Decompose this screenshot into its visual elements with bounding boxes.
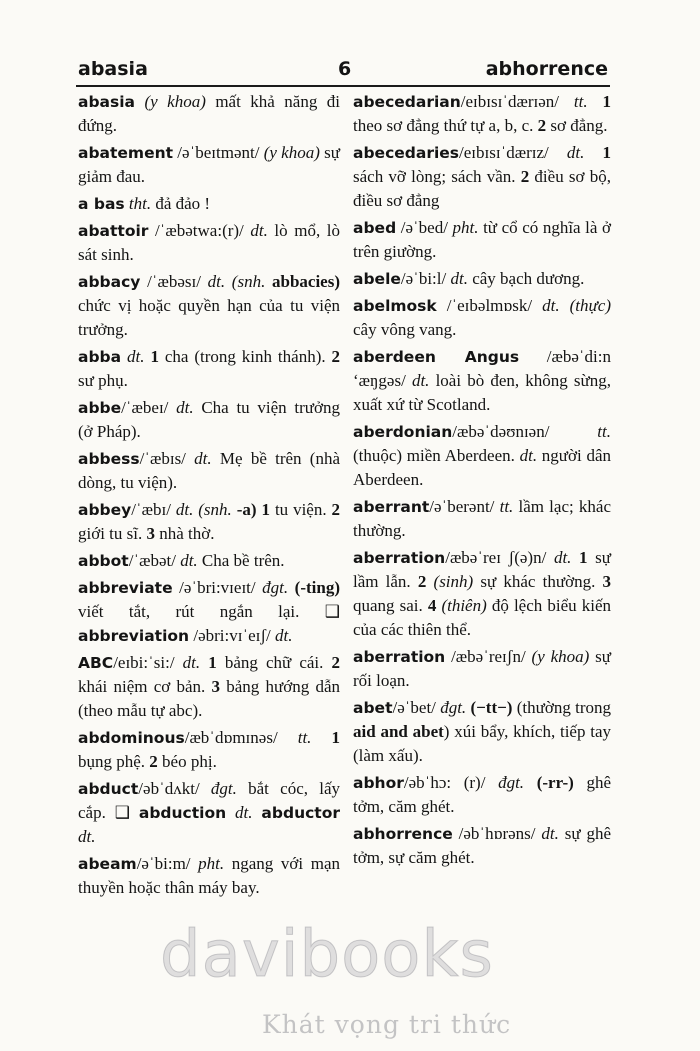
- dictionary-entry: abbreviate /əˈbri:vɪeɪt/ đgt. (-ting) viết tắt, rút ngắn lại. ❑ abbreviation /əbri:vɪˈeɪʃ/ dt.: [78, 578, 340, 645]
- dictionary-entry: abasia (y khoa) mất khả năng đi đứng.: [78, 92, 340, 135]
- dictionary-entry: aberration /æbəˈreɪʃn/ (y khoa) sự rối loạn.: [353, 647, 611, 690]
- dictionary-entry: aberdonian/æbəˈdəʊnɪən/ tt. (thuộc) miền Aberdeen. dt. người dân Aberdeen.: [353, 422, 611, 489]
- page-header: [78, 58, 608, 84]
- dictionary-entry: abhorrence /əbˈhɒrəns/ dt. sự ghê tởm, sự căm ghét.: [353, 824, 611, 867]
- dictionary-entry: ABC/eɪbi:ˈsi:/ dt. 1 bảng chữ cái. 2 khái niệm cơ bản. 3 bảng hướng dẫn (theo mẫu tự abc).: [78, 653, 340, 720]
- dictionary-entry: abbey/ˈæbɪ/ dt. (snh. -a) 1 tu viện. 2 giới tu sĩ. 3 nhà thờ.: [78, 500, 341, 543]
- dictionary-entry: abduct/əbˈdʌkt/ đgt. bắt cóc, lấy cắp. ❑ abduction dt. abductor dt.: [78, 779, 340, 846]
- dictionary-entry: abet/əˈbet/ đgt. (−tt−) (thường trong aid and abet) xúi bẩy, khích, tiếp tay (làm xấu).: [353, 698, 612, 765]
- watermark-logo: davibooks: [160, 918, 494, 992]
- page-number: 6: [338, 58, 352, 80]
- dictionary-entry: abattoir /ˈæbətwa:(r)/ dt. lò mổ, lò sát sinh.: [78, 221, 340, 264]
- dictionary-entry: aberrant/əˈberənt/ tt. lầm lạc; khác thường.: [353, 497, 611, 540]
- dictionary-entry: abba dt. 1 cha (trong kinh thánh). 2 sư phụ.: [78, 347, 341, 390]
- dictionary-entry: abbe/ˈæbeɪ/ dt. Cha tu viện trưởng (ở Pháp).: [78, 398, 340, 441]
- header-rule: [76, 85, 610, 87]
- dictionary-entry: abeam/əˈbi:m/ pht. ngang với mạn thuyền hoặc thân máy bay.: [78, 854, 341, 897]
- dictionary-entry: abed /əˈbed/ pht. từ cổ có nghĩa là ở trên giường.: [353, 218, 611, 261]
- dictionary-entry: abecedarian/eɪbɪsɪˈdærɪən/ tt. 1 theo sơ đẳng thứ tự a, b, c. 2 sơ đẳng.: [353, 92, 611, 135]
- dictionary-entry: abbot/ˈæbət/ dt. Cha bề trên.: [78, 551, 285, 570]
- dictionary-entry: abhor/əbˈhɔ: (r)/ đgt. (-rr-) ghê tởm, căm ghét.: [353, 773, 611, 816]
- dictionary-entry: abdominous/æbˈdɒmɪnəs/ tt. 1 bụng phệ. 2 béo phị.: [78, 728, 340, 771]
- watermark-tagline: Khát vọng tri thức: [262, 1010, 512, 1039]
- dictionary-entry: abbacy /ˈæbəsɪ/ dt. (snh. abbacies) chức vị hoặc quyền hạn của tu viện trưởng.: [78, 272, 340, 339]
- dictionary-entry: abecedaries/eɪbɪsɪˈdærɪz/ dt. 1 sách vỡ lòng; sách vần. 2 điều sơ bộ, điều sơ đẳng: [353, 143, 611, 210]
- dictionary-entry: a bas tht. đả đảo !: [78, 194, 211, 213]
- dictionary-entry: abbess/ˈæbɪs/ dt. Mẹ bề trên (nhà dòng, tu viện).: [78, 449, 340, 492]
- dictionary-entry: abele/əˈbi:l/ dt. cây bạch dương.: [353, 269, 585, 288]
- dictionary-entry: abatement /əˈbeɪtmənt/ (y khoa) sự giảm đau.: [78, 143, 340, 186]
- dictionary-entry: aberration/æbəˈreɪ ʃ(ə)n/ dt. 1 sự lầm lẫn. 2 (sinh) sự khác thường. 3 quang sai. 4 (thiên) độ lệch biểu kiến của các thiên thể.: [353, 548, 611, 639]
- header-first-word: abasia: [78, 58, 148, 80]
- dictionary-entry: abelmosk /ˈeɪbəlmɒsk/ dt. (thực) cây vông vang.: [353, 296, 611, 339]
- left-column: [78, 90, 340, 903]
- dictionary-entry: aberdeen Angus /æbəˈdi:n ‘æŋgəs/ dt. loài bò đen, không sừng, xuất xứ từ Scotland.: [353, 347, 611, 414]
- right-column: [353, 90, 611, 873]
- header-last-word: abhorrence: [485, 58, 608, 80]
